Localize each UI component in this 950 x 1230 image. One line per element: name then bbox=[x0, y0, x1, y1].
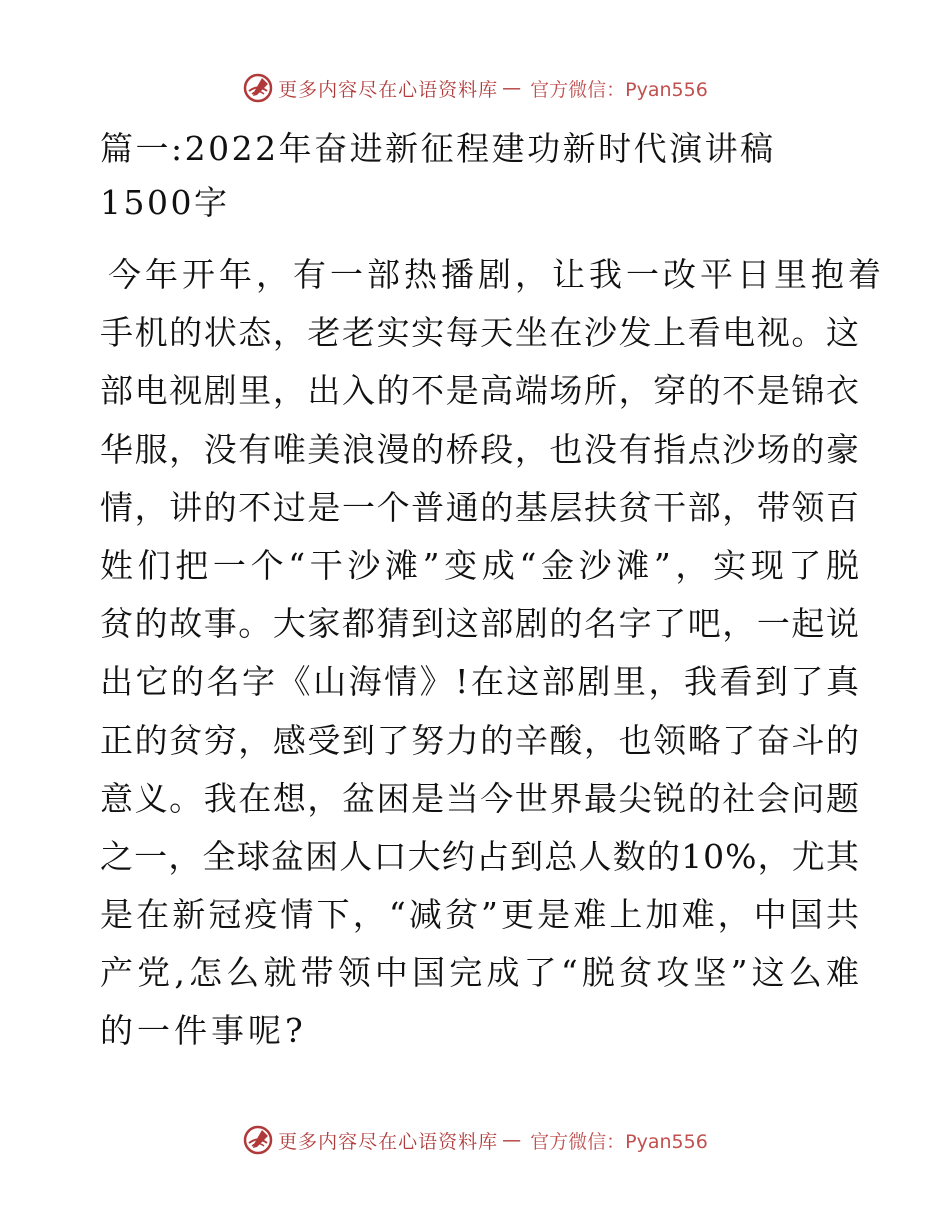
body-line: 今年开年，有一部热播剧，让我一改平日里抱着 bbox=[108, 255, 885, 294]
body-line: 之一，全球盆困人口大约占到总人数的10%，尤其 bbox=[100, 836, 860, 876]
header-watermark bbox=[0, 72, 950, 104]
watermark-separator: — bbox=[502, 1129, 523, 1151]
footer-watermark bbox=[0, 1124, 950, 1156]
body-line: 部电视剧里，出入的不是高端场所，穿的不是锦衣 bbox=[100, 371, 860, 411]
body-line: 手机的状态，老老实实每天坐在沙发上看电视。这 bbox=[100, 313, 860, 353]
body-line: 姓们把一个“干沙滩”变成“金沙滩”，实现了脱 bbox=[100, 545, 860, 585]
body-line: 正的贫穷，感受到了努力的辛酸，也领略了奋斗的 bbox=[100, 720, 860, 760]
watermark-separator: — bbox=[502, 77, 523, 99]
body-line: 意义。我在想，盆困是当今世界最尖锐的社会问题 bbox=[100, 778, 860, 818]
watermark-main-text: 更多内容尽在心语资料库 bbox=[278, 1130, 499, 1153]
document-title: 篇一:2022年奋进新征程建功新时代演讲稿1500字 bbox=[100, 129, 776, 222]
book-pen-logo-icon bbox=[242, 1124, 274, 1156]
document-body bbox=[100, 246, 885, 1061]
watermark-wechat-text: 官方微信：Pyan556 bbox=[530, 78, 708, 101]
body-line: 华服，没有唯美浪漫的桥段，也没有指点沙场的豪 bbox=[100, 429, 860, 469]
body-line: 是在新冠疫情下，“减贫”更是难上加难，中国共 bbox=[100, 895, 860, 935]
book-pen-logo-icon bbox=[242, 72, 274, 104]
body-line: 情，讲的不过是一个普通的基层扶贫干部，带领百 bbox=[100, 487, 860, 527]
body-line: 的一件事呢? bbox=[100, 1011, 307, 1051]
watermark-main-text: 更多内容尽在心语资料库 bbox=[278, 78, 499, 101]
watermark-wechat-text: 官方微信：Pyan556 bbox=[530, 1130, 708, 1153]
body-line: 产党,怎么就带领中国完成了“脱贫攻坚”这么难 bbox=[100, 953, 860, 993]
body-line: 贫的故事。大家都猜到这部剧的名字了吧，一起说 bbox=[100, 604, 860, 644]
body-line: 出它的名字《山海情》!在这部剧里，我看到了真 bbox=[100, 662, 860, 702]
